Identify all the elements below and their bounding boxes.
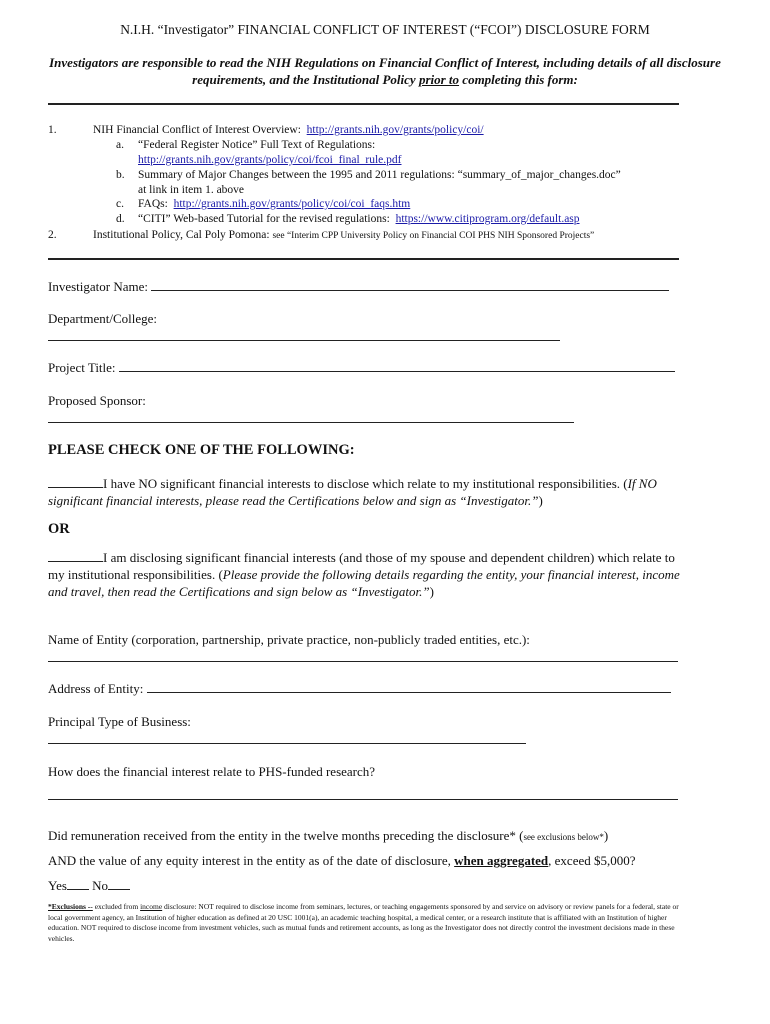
remuneration-question: Did remuneration received from the entity in the twelve months preceding the disclosure* (see exclusions below*) bbox=[48, 828, 609, 843]
entity-name-label: Name of Entity (corporation, partnership, private practice, non-publicly traded entities, etc.): bbox=[48, 632, 530, 647]
phs-relation-label: How does the financial interest relate to PHS-funded research? bbox=[48, 764, 376, 779]
equity-question: AND the value of any equity interest in the entity as of the date of disclosure, when aggregated, exceed $5,000? bbox=[48, 853, 636, 868]
divider-middle bbox=[48, 258, 679, 260]
item-c-link[interactable]: http://grants.nih.gov/grants/policy/coi/coi_faqs.htm bbox=[173, 198, 411, 210]
option-disclosing-checkline[interactable] bbox=[48, 550, 103, 562]
yes-no-row: Yes No bbox=[48, 878, 130, 894]
item-c-label: c. bbox=[116, 198, 124, 210]
department-label: Department/College: bbox=[48, 311, 158, 326]
item-d-link[interactable]: https://www.citiprogram.org/default.asp bbox=[395, 213, 580, 225]
item2-policy: Institutional Policy, Cal Poly Pomona: see “Interim CPP University Policy on Financial COI PHS NIH Sponsored Projects” bbox=[93, 229, 595, 241]
item-b-text: Summary of Major Changes between the 1995 and 2011 regulations: “summary_of_major_changes.doc” bbox=[138, 169, 621, 181]
option-disclosing-interests: I am disclosing significant financial interests (and those of my spouse and dependent children) which relate to my institutional responsibilities. (Please provide the following details regarding the entity, your financial interest, income and travel, then read the Certifications and sign below as “Investigator.”) bbox=[48, 550, 680, 599]
item-a-label: a. bbox=[116, 139, 124, 151]
yes-checkline[interactable] bbox=[67, 878, 89, 890]
investigator-name-field: Investigator Name: bbox=[48, 279, 669, 295]
entity-address-field: Address of Entity: bbox=[48, 681, 671, 697]
item-b-label: b. bbox=[116, 169, 125, 181]
entity-name-input[interactable] bbox=[48, 661, 678, 662]
item-a-link[interactable]: http://grants.nih.gov/grants/policy/coi/fcoi_final_rule.pdf bbox=[138, 154, 402, 166]
proposed-sponsor-input[interactable] bbox=[48, 422, 574, 423]
project-title-field: Project Title: bbox=[48, 360, 675, 376]
business-type-input[interactable] bbox=[48, 743, 526, 744]
check-heading: PLEASE CHECK ONE OF THE FOLLOWING: bbox=[48, 442, 355, 458]
no-checkline[interactable] bbox=[108, 878, 130, 890]
proposed-sponsor-label: Proposed Sponsor: bbox=[48, 393, 146, 408]
exclusions-footnote: *Exclusions -- excluded from income disclosure: NOT required to disclose income from seminars, lectures, or teaching engagements sponsored by and service on advisory or review panels for a federal, state or local government agency, an Institution of higher education as defined at 20 USC 1001(a), an academic teaching hospital, a medical center, or a research institute that is affiliated with an Institution of higher education. NOT required to disclose income from investment vehicles, such as mutual funds and retirement accounts, as long as the Investigator does not directly control the investment decisions made in these vehicles. bbox=[48, 902, 679, 943]
divider-top bbox=[48, 103, 679, 105]
business-type-label: Principal Type of Business: bbox=[48, 714, 191, 729]
option-no-interests-checkline[interactable] bbox=[48, 476, 103, 488]
investigator-name-input[interactable] bbox=[151, 279, 669, 291]
entity-address-input[interactable] bbox=[147, 681, 671, 693]
item-a-text: “Federal Register Notice” Full Text of Regulations: bbox=[138, 139, 376, 151]
item-c-faqs: FAQs: http://grants.nih.gov/grants/policy/coi/coi_faqs.htm bbox=[138, 198, 411, 210]
option-no-interests: I have NO significant financial interests to disclose which relate to my institutional responsibilities. (If NO significant financial interests, please read the Certifications below and sign as “Investigator.”) bbox=[48, 476, 657, 508]
item-d-citi: “CITI” Web-based Tutorial for the revised regulations: https://www.citiprogram.org/default.asp bbox=[138, 213, 580, 225]
item-d-label: d. bbox=[116, 213, 125, 225]
item2-number: 2. bbox=[48, 229, 57, 241]
or-label: OR bbox=[48, 521, 70, 537]
project-title-input[interactable] bbox=[119, 360, 675, 372]
item1-overview: NIH Financial Conflict of Interest Overview: http://grants.nih.gov/grants/policy/coi/ bbox=[93, 124, 484, 136]
form-title: N.I.H. “Investigator” FINANCIAL CONFLICT OF INTEREST (“FCOI”) DISCLOSURE FORM bbox=[120, 22, 650, 37]
phs-relation-input[interactable] bbox=[48, 799, 678, 800]
intro-instructions: Investigators are responsible to read the NIH Regulations on Financial Conflict of Interest, including details of all disclosure requirements, and the Institutional Policy prior to completing this form: bbox=[49, 55, 721, 87]
item1-number: 1. bbox=[48, 124, 57, 136]
item1-link[interactable]: http://grants.nih.gov/grants/policy/coi/ bbox=[306, 124, 484, 136]
department-input[interactable] bbox=[48, 340, 560, 341]
item-b-text-cont: at link in item 1. above bbox=[138, 184, 245, 196]
